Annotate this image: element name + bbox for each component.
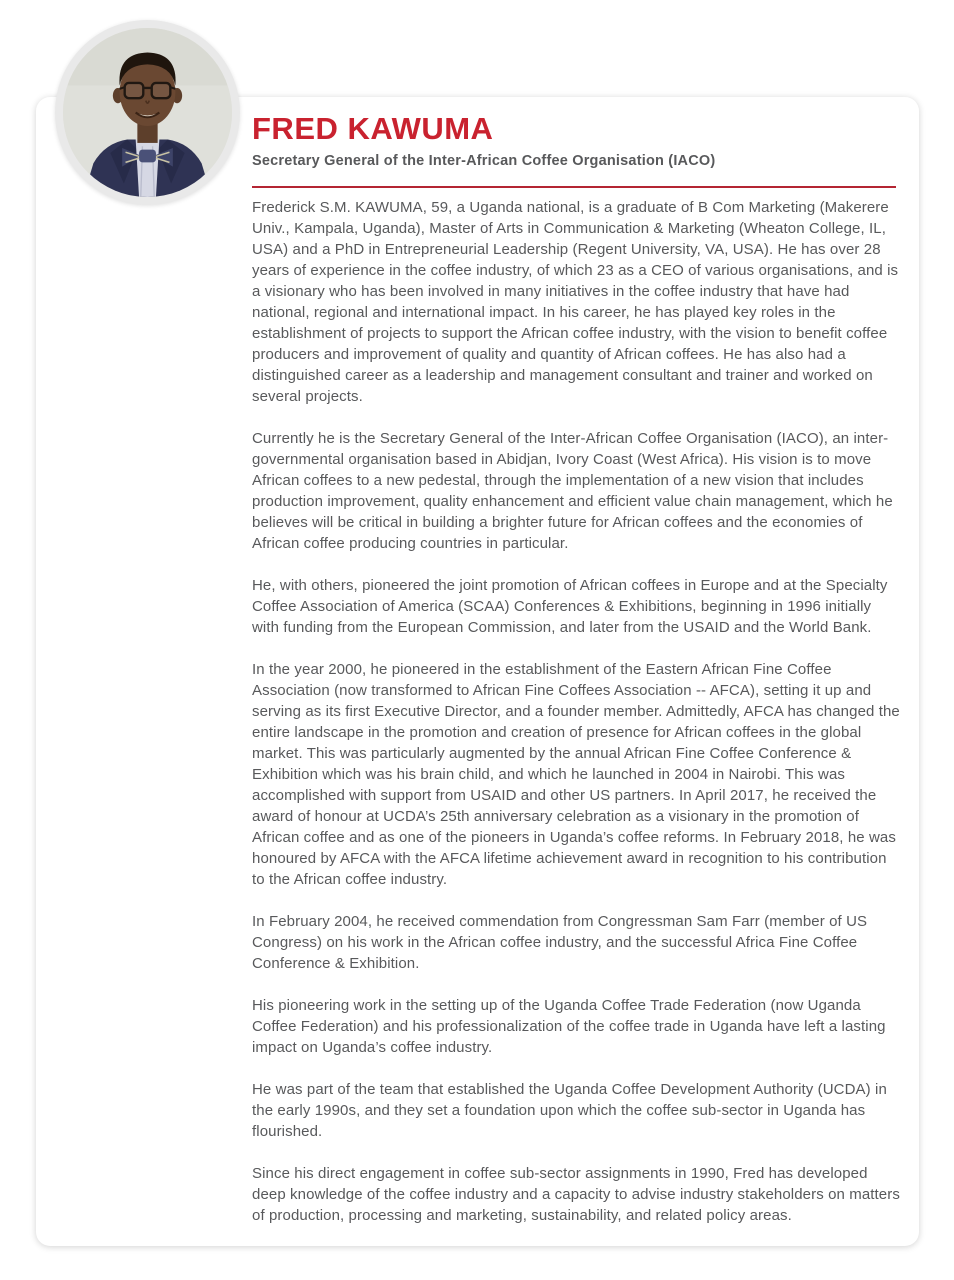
profile-header	[252, 110, 896, 188]
bio-paragraph: Currently he is the Secretary General of the Inter-African Coffee Organisation (IACO), an inter-governmental organisation based in Abidjan, Ivory Coast (West Africa). His vision is to move African coffees to a new pedestal, through the implementation of a new vision that includes production improvement, quality enhancement and efficient value chain management, which he believes will be critical in building a brighter future for African coffees and the economies of African coffee producing countries in particular.	[252, 430, 893, 552]
bio-paragraph: His pioneering work in the setting up of the Uganda Coffee Trade Federation (now Uganda Coffee Federation) and his professionalization of the coffee trade in Uganda have left a lasting impact on Uganda’s coffee industry.	[252, 997, 886, 1056]
avatar	[55, 20, 240, 205]
bio-paragraph: He was part of the team that established the Uganda Coffee Development Authority (UCDA) in the early 1990s, and they set a foundation upon which the coffee sub-sector in Uganda has flourished.	[252, 1081, 887, 1140]
profile-card	[36, 97, 919, 1246]
profile-name: FRED KAWUMA	[252, 111, 494, 146]
bio-paragraph: Since his direct engagement in coffee sub-sector assignments in 1990, Fred has developed deep knowledge of the coffee industry and a capacity to advise industry stakeholders on matters of production, processing and marketing, sustainability, and related policy areas.	[252, 1165, 900, 1224]
bio-paragraph: In the year 2000, he pioneered in the establishment of the Eastern African Fine Coffee Association (now transformed to African Fine Coffees Association -- AFCA), setting it up and serving as its first Executive Director, and a founder member. Admittedly, AFCA has changed the entire landscape in the promotion and creation of presence for African coffees in the global market. This was particularly augmented by the annual African Fine Coffee Conference & Exhibition which was his brain child, and which he launched in 2004 in Nairobi. This was accomplished with support from USAID and other US partners. In April 2017, he received the award of honour at UCDA’s 25th anniversary celebration as a visionary in the promotion of African coffee and as one of the pioneers in Uganda’s coffee reforms. In February 2018, he was honoured by AFCA with the AFCA lifetime achievement award in recognition to his contribution to the African coffee industry.	[252, 661, 900, 888]
divider	[252, 186, 896, 188]
profile-role: Secretary General of the Inter-African Coffee Organisation (IACO)	[252, 153, 716, 169]
bio-paragraph: In February 2004, he received commendation from Congressman Sam Farr (member of US Congress) on his work in the African coffee industry, and the successful Africa Fine Coffee Conference & Exhibition.	[252, 913, 868, 972]
bio-paragraph: He, with others, pioneered the joint promotion of African coffees in Europe and at the Specialty Coffee Association of America (SCAA) Conferences & Exhibitions, beginning in 1996 initially with funding from the European Commission, and later from the USAID and the World Bank.	[252, 577, 888, 636]
bio-paragraph: Frederick S.M. KAWUMA, 59, a Uganda national, is a graduate of B Com Marketing (Makerere Univ., Kampala, Uganda), Master of Arts in Communication & Marketing (Wheaton College, IL, USA) and a PhD in Entrepreneurial Leadership (Regent University, VA, USA). He has over 28 years of experience in the coffee industry, of which 23 as a CEO of various organisations, and is a visionary who has been involved in many initiatives in the coffee industry that have had national, regional and international impact. In his career, he has played key roles in the establishment of projects to support the African coffee industry, with the vision to benefit coffee producers and improvement of quality and quantity of African coffees. He has also had a distinguished career as a leadership and management consultant and trainer and worked on several projects.	[252, 199, 899, 405]
bio-section	[252, 197, 902, 1226]
profile-photo	[63, 28, 232, 197]
